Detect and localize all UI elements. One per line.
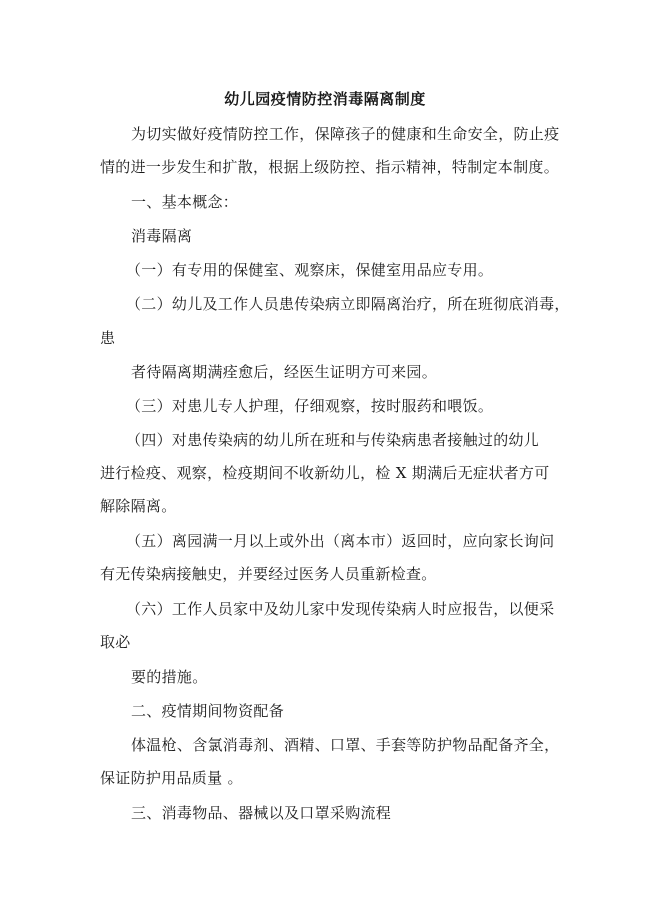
paragraph-line: 有无传染病接触史，并要经过医务人员重新检查。	[100, 565, 437, 583]
paragraph-line: 为切实做好疫情防控工作，保障孩子的健康和生命安全，防止疫	[131, 125, 560, 143]
paragraph-line: 要的措施。	[131, 668, 208, 686]
paragraph-line: 保证防护用品质量 。	[100, 769, 243, 787]
paragraph-line: 者待隔离期满痊愈后，经医生证明方可来园。	[131, 363, 438, 381]
paragraph-line: （五）离园满一月以上或外出（离本市）返回时，应向家长询问	[126, 532, 555, 550]
section-heading: 一、基本概念：	[131, 193, 239, 211]
section-heading: 二、疫情期间物资配备	[131, 702, 285, 720]
section-heading: 三、消毒物品、器械以及口罩采购流程	[131, 804, 392, 822]
paragraph-line: （六）工作人员家中及幼儿家中发现传染病人时应报告，以便采	[126, 600, 555, 618]
paragraph-line: 情的进一步发生和扩散，根据上级防控、指示精神，特制定本制度。	[100, 158, 560, 176]
paragraph-line: 体温枪、含氯消毒剂、酒精、口罩、手套等防护物品配备齐全，	[131, 736, 560, 754]
subsection-heading: 消毒隔离	[131, 227, 193, 245]
paragraph-line: 取必	[100, 633, 131, 651]
paragraph-line: 解除隔离。	[100, 497, 177, 515]
paragraph-line: （三）对患儿专人护理，仔细观察，按时服药和喂饭。	[126, 397, 494, 415]
paragraph-line: 进行检疫、观察，检疫期间不收新幼儿，检 X 期满后无症状者方可	[100, 464, 550, 482]
paragraph-line: （二）幼儿及工作人员患传染病立即隔离治疗，所在班彻底消毒，	[126, 295, 570, 313]
paragraph-line: （一）有专用的保健室、观察床，保健室用品应专用。	[126, 261, 494, 279]
paragraph-line: （四）对患传染病的幼儿所在班和与传染病患者接触过的幼儿	[126, 431, 540, 449]
paragraph-line: 患	[100, 329, 116, 347]
document-title: 幼儿园疫情防控消毒隔离制度	[224, 90, 426, 108]
